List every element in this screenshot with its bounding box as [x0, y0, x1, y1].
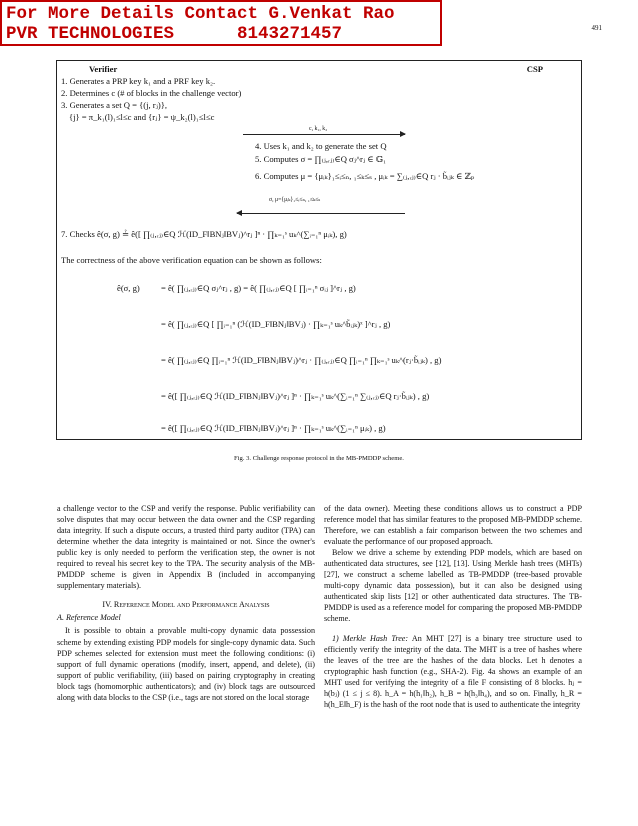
step-6: 6. Computes μ = {μᵢₖ}₁≤ᵢ≤ₙ, ₁≤ₖ≤ₛ , μᵢₖ = ∑₍ⱼ,ᵣⱼ₎∈Q rⱼ · b̃ᵢⱼₖ ∈ ℤₚ — [255, 171, 475, 181]
equation-lhs: ê(σ, g) — [117, 283, 140, 293]
right-paragraph-3 — [324, 633, 582, 710]
equation-line-5: = ê([ ∏₍ⱼ,ᵣⱼ₎∈Q ℋ(ID_F‖BNⱼ‖BVⱼ)^rⱼ ]ⁿ · ∏ₖ₌₁ˢ uₖ^(∑ᵢ₌₁ⁿ μᵢₖ) , g) — [161, 423, 386, 433]
protocol-figure — [56, 60, 582, 440]
step-2: 2. Determines c (# of blocks in the challenge vector) — [61, 88, 242, 98]
banner-phone: 8143271457 — [237, 24, 343, 44]
merkle-hash-tree-title: 1) Merkle Hash Tree: — [332, 633, 409, 643]
arrow-to-csp — [243, 134, 405, 135]
banner-line-1: For More Details Contact G.Venkat Rao — [6, 4, 395, 24]
left-paragraph-1: a challenge vector to the CSP and verify the response. Public verifiability can solve disputes that may occur between the data owner and the CSP regarding data integrity. If such a dispute occurs, a trusted third party auditor (TPA) can determine whether the data integrity is maintained or not. Since the owner's public key is only needed to perform the verification step, the owner is not required to reveal his secret key to the TPA. The security analysis of the MB-PMDDP scheme is given in Appendix B (included in accompanying supplementary materials). — [57, 504, 315, 591]
section-heading: IV. Reference Model and Performance Analysis — [102, 600, 270, 610]
correctness-text: The correctness of the above verification equation can be shown as follows: — [61, 255, 322, 265]
merkle-hash-tree-text: An MHT [27] is a binary tree structure used to efficiently verify the integrity of the data. The MHT is a tree of hashes where the leaves of the tree are the hashes of the data blocks. Let h denotes a cryptographic hash function (e.g., SHA-2). Fig. 4a shows an example of an MHT used for verifying the integrity of a file F consisting of 8 blocks. hⱼ = h(bⱼ) (1 ≤ j ≤ 8). h_A = h(h₁‖h₂), h_B = h(h₃‖h₄), and so on. Finally, h_R = h(h_E‖h_F) is the hash of the root node that is used to authenticate the integrity — [324, 633, 583, 709]
left-paragraph-2: It is possible to obtain a provable multi-copy dynamic data possession scheme by extending existing PDP models for single-copy dynamic data. Such PDP schemes selected for extension must meet the following conditions: (i) support of full dynamic operations (modify, insert, append, and delete), (ii) support of public verifiability, (iii) based on pairing cryptography in creating block tags (homomorphic authenticators); and (iv) block tags are outsourced along with data blocks to the CSP (i.e., tags are not stored on the local storage — [57, 626, 315, 702]
verifier-header: Verifier — [89, 64, 118, 74]
equation-line-2: = ê( ∏₍ⱼ,ᵣⱼ₎∈Q [ ∏ᵢ₌₁ⁿ (ℋ(ID_F‖BNⱼ‖BVⱼ) · ∏ₖ₌₁ˢ uₖ^b̃ᵢⱼₖ)ˣ ]^rⱼ , g) — [161, 319, 391, 329]
equation-line-1: = ê( ∏₍ⱼ,ᵣⱼ₎∈Q σⱼ^rⱼ , g) = ê( ∏₍ⱼ,ᵣⱼ₎∈Q [ ∏ᵢ₌₁ⁿ σᵢⱼ ]^rⱼ , g) — [161, 283, 356, 293]
page-number: 491 — [591, 24, 602, 32]
step-3-detail: {j} = π_k₁(l)₁≤l≤c and {rⱼ} = ψ_k₂(l)₁≤l≤c — [69, 112, 215, 122]
right-paragraph-1: of the data owner). Meeting these conditions allows us to construct a PDP reference model that has similar features to the proposed MB-PMDDP scheme. Therefore, we can establish a fair comparison between the two schemes and evaluate the performance of our proposed approach. — [324, 504, 582, 547]
right-paragraph-2: Below we drive a scheme by extending PDP models, which are based on authenticated data structures, see [12], [13]. Using Merkle hash trees (MHTs) [27], we construct a scheme labelled as TB-PMDDP (tree-based provable multi-copy dynamic data possession), but it can also be designed using authenticated skip lists [12] or other authenticated data structures. The TB-PMDDP is used as a reference model for comparing the proposed MB-PMDDP scheme. — [324, 548, 582, 624]
step-4: 4. Uses k₁ and k₂ to generate the set Q — [255, 141, 387, 151]
banner-line-2 — [6, 24, 342, 44]
right-column — [324, 503, 582, 710]
arrow-to-verifier — [237, 213, 405, 214]
step-7: 7. Checks ê(σ, g) ≟ ê([ ∏₍ⱼ,ᵣⱼ₎∈Q ℋ(ID_F‖BNⱼ‖BVⱼ)^rⱼ ]ⁿ · ∏ₖ₌₁ˢ uₖ^(∑ᵢ₌₁ⁿ μᵢₖ), g) — [61, 229, 347, 239]
left-column — [57, 503, 315, 703]
step-1: 1. Generates a PRP key k₁ and a PRF key k₂. — [61, 76, 216, 86]
step-5: 5. Computes σ = ∏₍ⱼ,ᵣⱼ₎∈Q σⱼ^rⱼ ∈ 𝔾₁ — [255, 154, 387, 164]
equation-line-3: = ê( ∏₍ⱼ,ᵣⱼ₎∈Q ∏ᵢ₌₁ⁿ ℋ(ID_F‖BNⱼ‖BVⱼ)^rⱼ · ∏₍ⱼ,ᵣⱼ₎∈Q ∏ᵢ₌₁ⁿ ∏ₖ₌₁ˢ uₖ^(rⱼ·b̃ᵢⱼₖ) , g) — [161, 355, 442, 365]
arrow-2-label: σ, μ={μᵢₖ}₁≤ᵢ≤ₙ, ₁≤ₖ≤ₛ — [269, 197, 321, 203]
arrow-1-label: c, k₁, k₂ — [309, 126, 328, 132]
csp-header: CSP — [526, 64, 543, 74]
subsection-heading: A. Reference Model — [57, 613, 121, 623]
figure-caption: Fig. 3. Challenge response protocol in the MB-PMDDP scheme. — [234, 455, 404, 462]
contact-banner — [0, 0, 442, 46]
step-3: 3. Generates a set Q = {(j, rⱼ)}, — [61, 100, 168, 110]
equation-line-4: = ê([ ∏₍ⱼ,ᵣⱼ₎∈Q ℋ(ID_F‖BNⱼ‖BVⱼ)^rⱼ ]ⁿ · ∏ₖ₌₁ˢ uₖ^(∑ᵢ₌₁ⁿ ∑₍ⱼ,ᵣⱼ₎∈Q rⱼ·b̃ᵢⱼₖ) , g) — [161, 391, 430, 401]
banner-company: PVR TECHNOLOGIES — [6, 24, 175, 44]
